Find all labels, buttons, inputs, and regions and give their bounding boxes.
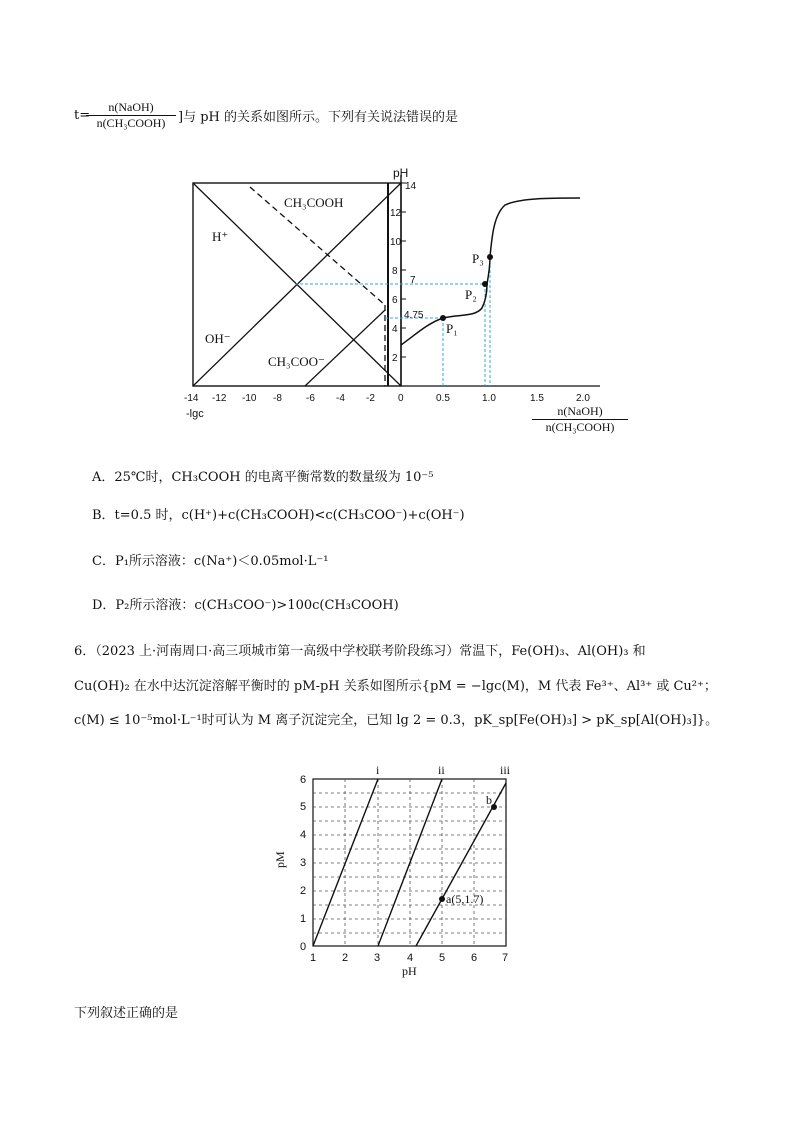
- ph-tick-7: 7: [502, 952, 509, 964]
- pm-tick-3: 3: [300, 857, 307, 869]
- ph-tick-8: 8: [392, 266, 398, 277]
- t-axis-frac-den: n(CH₃COOH): [545, 420, 615, 434]
- option-d: D．P₂所示溶液：c(CH₃COO⁻)>100c(CH₃COOH): [92, 598, 399, 613]
- intro-t-prefix: t=: [74, 108, 91, 123]
- pm-x-axis-label: pH: [402, 964, 417, 978]
- option-c: C．P₁所示溶液：c(Na⁺)＜0.05mol·L⁻¹: [92, 554, 329, 569]
- point-p2: [482, 281, 488, 287]
- ph-tick-6b: 6: [471, 952, 478, 964]
- ph-tick-4: 4: [392, 324, 398, 335]
- q6-line2: Cu(OH)₂ 在水中达沉淀溶解平衡时的 pM-pH 关系如图所示{pM = −lgc(M)，M 代表 Fe³⁺、Al³⁺ 或 Cu²⁺；: [74, 679, 717, 694]
- ph-label-7: 7: [410, 275, 416, 286]
- point-p3: [487, 254, 493, 260]
- ph-tick-12: 12: [390, 208, 402, 219]
- q6-line1: 6．（2023 上·河南周口·高三项城市第一高级中学校联考阶段练习）常温下，Fe(OH)₃、Al(OH)₃ 和: [74, 644, 646, 659]
- ph-tick-2: 2: [392, 353, 398, 364]
- ph-tick-4b: 4: [407, 952, 414, 964]
- lgc-tick-0: 0: [398, 393, 404, 404]
- label-p1: P₁: [446, 321, 458, 336]
- label-h-plus: H⁺: [212, 229, 229, 244]
- chart-titration: [180, 165, 630, 435]
- ph-tick-14: 14: [405, 181, 417, 192]
- t-tick-15: 1.5: [530, 393, 544, 404]
- t-tick-10: 1.0: [482, 393, 496, 404]
- q6-line3: c(M) ≤ 10⁻⁵mol·L⁻¹时可认为 M 离子沉淀完全，已知 lg 2 = 0.3，pK_sp[Fe(OH)₃] > pK_sp[Al(OH)₃]}。: [74, 713, 719, 728]
- t-axis-fraction: [532, 404, 628, 435]
- lgc-tick-m4: -4: [336, 393, 345, 404]
- label-ch3coo-minus: CH₃COO⁻: [268, 354, 325, 369]
- pm-tick-1: 1: [300, 913, 307, 925]
- ph-tick-marks: [401, 183, 406, 357]
- ph-tick-10: 10: [390, 237, 402, 248]
- ph-tick-2b: 2: [342, 952, 349, 964]
- label-point-a: a(5,1.7): [446, 892, 484, 906]
- label-line-iii: iii: [500, 763, 511, 777]
- pm-tick-6: 6: [300, 774, 307, 786]
- option-a: A．25℃时，CH₃COOH 的电离平衡常数的数量级为 10⁻⁵: [92, 470, 434, 485]
- label-p3: P₃: [472, 251, 484, 266]
- intro-fraction: [86, 100, 176, 131]
- pm-tick-5: 5: [300, 801, 307, 813]
- lgc-tick-m14: -14: [184, 393, 199, 404]
- label-point-b: b: [486, 793, 492, 807]
- lgc-axis-label: -lgc: [186, 408, 204, 420]
- label-p2: P₂: [465, 287, 477, 302]
- intro-frac-num: n(NaOH): [86, 100, 176, 116]
- pm-y-axis-label: pM: [273, 851, 287, 868]
- pm-tick-4: 4: [300, 829, 307, 841]
- pm-tick-2: 2: [300, 885, 307, 897]
- footer-prompt: 下列叙述正确的是: [74, 1006, 179, 1021]
- intro-frac-den: n(CH₃COOH): [96, 116, 166, 130]
- ph-label-475: 4.75: [404, 310, 424, 321]
- point-a: [439, 896, 445, 902]
- pm-tick-0: 0: [300, 941, 307, 953]
- label-ch3cooh: CH₃COOH: [284, 195, 344, 210]
- chart-pm-ph: [270, 758, 530, 990]
- ph-axis-label: pH: [393, 166, 409, 180]
- lgc-tick-m2: -2: [366, 393, 375, 404]
- ph-tick-6: 6: [392, 295, 398, 306]
- intro-suffix: ]与 pH 的关系如图所示。下列有关说法错误的是: [178, 110, 458, 125]
- t-axis-frac-num: n(NaOH): [532, 404, 628, 420]
- t-tick-20: 2.0: [576, 393, 590, 404]
- line-ch3coo-minus: [305, 310, 385, 386]
- label-line-ii: ii: [438, 763, 445, 777]
- label-line-i: i: [376, 763, 380, 777]
- option-b: B．t=0.5 时，c(H⁺)+c(CH₃COOH)<c(CH₃COO⁻)+c(OH⁻): [92, 508, 465, 523]
- ph-tick-5: 5: [439, 952, 446, 964]
- lgc-tick-m12: -12: [212, 393, 227, 404]
- line-i: [313, 779, 378, 946]
- lgc-tick-m10: -10: [242, 393, 257, 404]
- lgc-tick-m6: -6: [306, 393, 315, 404]
- ph-tick-1: 1: [310, 952, 317, 964]
- ph-tick-3: 3: [374, 952, 381, 964]
- label-oh-minus: OH⁻: [205, 331, 231, 346]
- t-tick-05: 0.5: [436, 393, 450, 404]
- lgc-tick-m8: -8: [273, 393, 282, 404]
